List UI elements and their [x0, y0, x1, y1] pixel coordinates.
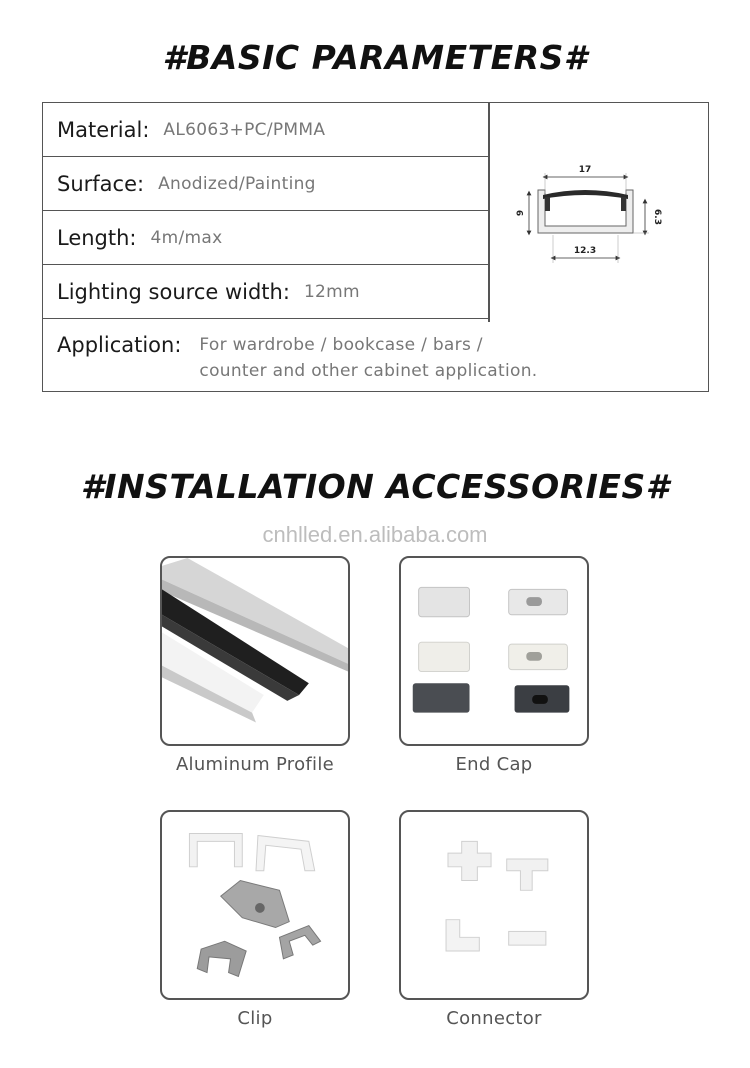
clip-image	[160, 810, 350, 1000]
end-cap-caption: End Cap	[455, 754, 533, 775]
surface-label: Surface:	[57, 171, 145, 196]
clip-caption: Clip	[237, 1008, 273, 1029]
profile-cross-section-diagram	[493, 105, 705, 319]
lighting-width-value: 12mm	[303, 281, 360, 302]
aluminum-profile-image	[160, 556, 350, 746]
application-row	[43, 322, 707, 392]
connector-caption: Connector	[446, 1008, 542, 1029]
application-line-2: counter and other cabinet application.	[199, 361, 538, 381]
watermark: cnhlled.en.alibaba.com	[262, 522, 488, 547]
basic-parameters-heading: #BASIC PARAMETERS#	[162, 38, 588, 77]
dim-height: 9	[516, 209, 526, 217]
aluminum-profile-caption: Aluminum Profile	[175, 754, 335, 775]
surface-value: Anodized/Painting	[158, 173, 316, 194]
dim-top-width: 17	[578, 165, 592, 175]
dim-inner-height: 6.3	[652, 209, 662, 225]
material-label: Material:	[57, 117, 150, 142]
material-value: AL6063+PC/PMMA	[163, 119, 326, 140]
length-label: Length:	[57, 225, 137, 250]
material-row	[43, 103, 489, 157]
parameters-table	[42, 102, 709, 392]
application-value	[199, 332, 537, 392]
application-line-1: For wardrobe / bookcase / bars /	[199, 335, 483, 355]
table-divider	[488, 103, 490, 322]
connector-image	[399, 810, 589, 1000]
installation-accessories-heading: #INSTALLATION ACCESSORIES#	[80, 467, 670, 506]
dim-bottom-width: 12.3	[573, 246, 597, 256]
lighting-width-label: Lighting source width:	[57, 279, 290, 304]
end-cap-image	[399, 556, 589, 746]
length-value: 4m/max	[150, 227, 223, 248]
application-label: Application:	[57, 333, 182, 357]
length-row	[43, 211, 489, 265]
surface-row	[43, 157, 489, 211]
lighting-width-row	[43, 265, 489, 319]
